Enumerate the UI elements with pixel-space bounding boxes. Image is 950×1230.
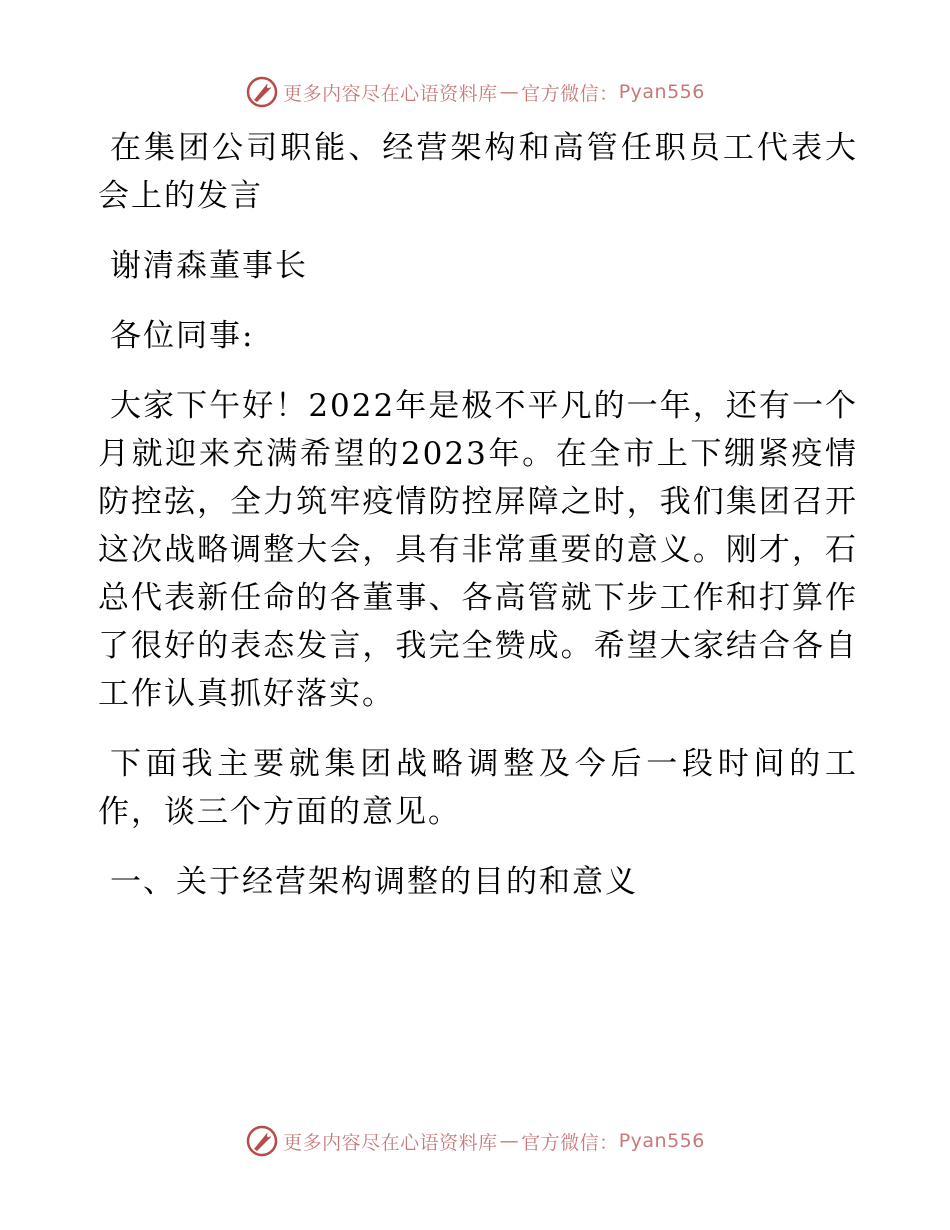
footer-watermark [0, 1121, 950, 1161]
paragraph-1: 大家下午好！2022年是极不平凡的一年，还有一个月就迎来充满希望的2023年。在全市上下绷紧疫情防控弦，全力筑牢疫情防控屏障之时，我们集团召开这次战略调整大会，具有非常重要的意义。刚才，石总代表新任命的各董事、各高管就下步工作和打算作了很好的表态发言，我完全赞成。希望大家结合各自工作认真抓好落实。 [98, 388, 858, 712]
watermark-wechat-id: Pyan556 [618, 1130, 705, 1152]
document-greeting: 各位同事: [110, 318, 255, 354]
watermark-wechat-label: 官方微信： [521, 82, 619, 105]
pen-nib-circle-icon [245, 75, 279, 109]
watermark-separator: — [499, 1130, 520, 1152]
document-author: 谢清森董事长 [110, 248, 308, 284]
watermark-site-text: 更多内容尽在心语资料库 [283, 1131, 498, 1154]
header-watermark [0, 72, 950, 112]
pen-nib-circle-icon [245, 1124, 279, 1158]
paragraph-2: 下面我主要就集团战略调整及今后一段时间的工作，谈三个方面的意见。 [98, 746, 858, 830]
watermark-wechat-label: 官方微信： [521, 1131, 619, 1154]
section-heading-1: 一、关于经营架构调整的目的和意义 [110, 864, 638, 900]
document-title: 在集团公司职能、经营架构和高管任职员工代表大会上的发言 [98, 130, 858, 214]
watermark-site-text: 更多内容尽在心语资料库 [283, 82, 498, 105]
watermark-separator: — [499, 81, 520, 103]
document-body [98, 124, 858, 906]
watermark-wechat-id: Pyan556 [618, 81, 705, 103]
